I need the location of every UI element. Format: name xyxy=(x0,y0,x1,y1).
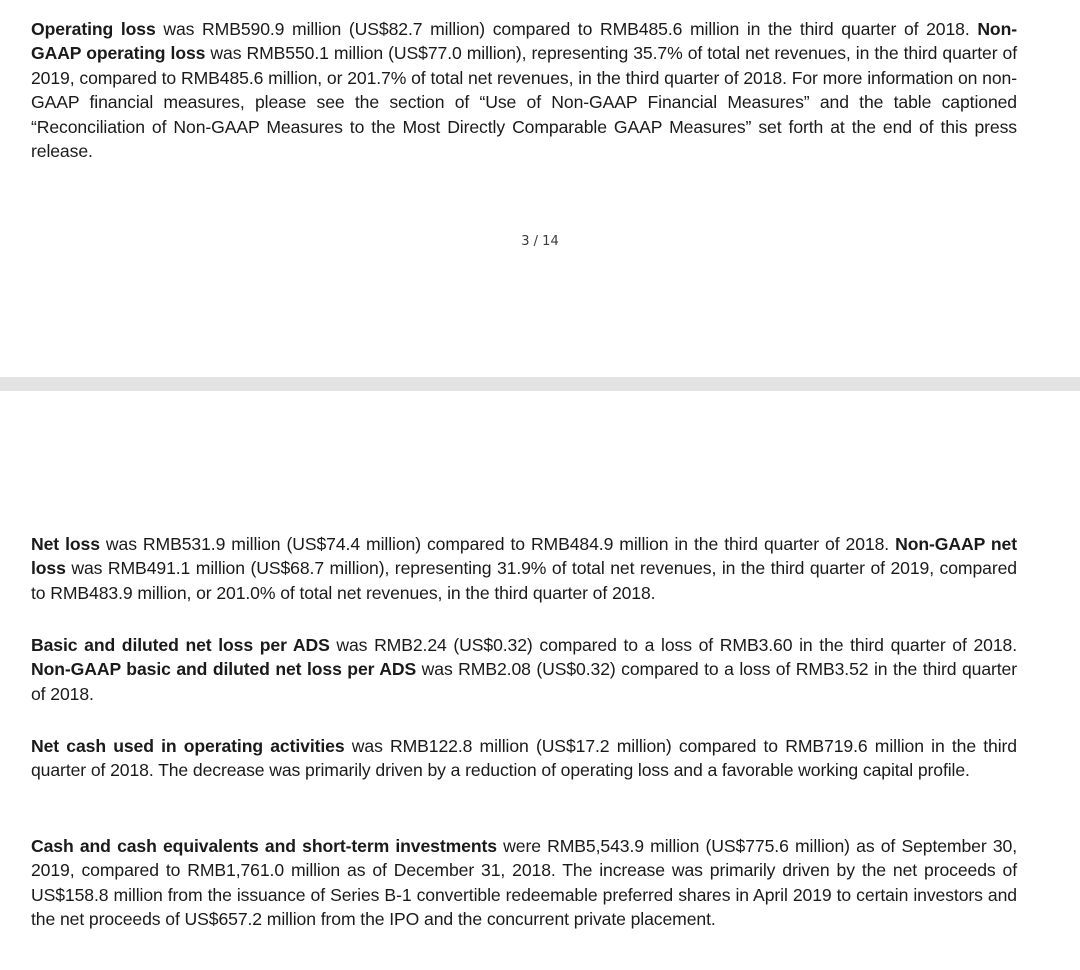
paragraph-text: was RMB590.9 million (US$82.7 million) compared to RMB485.6 million in the third quarter of 2018. xyxy=(155,19,978,39)
paragraph-text: was RMB550.1 million (US$77.0 million), representing 35.7% of total net revenues, in the third quarter of 2019, compared to RMB485.6 million, or 201.7% of total net revenues, in the third quarter of 2018. For more information on non-GAAP financial measures, please see the section of “Use of Non-GAAP Financial Measures” and the table captioned “Reconciliation of Non-GAAP Measures to the Most Directly Comparable GAAP Measures” set forth at the end of this press release. xyxy=(31,43,1018,162)
bold-term-non-gaap-net-loss: Non-GAAP net loss xyxy=(31,534,1018,579)
paragraph-net-cash-operating xyxy=(31,734,1017,783)
bold-term-non-gaap-operating-loss: Non-GAAP operating loss xyxy=(31,19,1017,64)
paragraph-text: was RMB122.8 million (US$17.2 million) compared to RMB719.6 million in the third quarter of 2018. The decrease was primarily driven by a reduction of operating loss and a favorable working capital profile. xyxy=(31,736,1017,781)
bold-term-net-loss-per-ads: Basic and diluted net loss per ADS xyxy=(31,635,330,655)
paragraph-text: was RMB2.24 (US$0.32) compared to a loss of RMB3.60 in the third quarter of 2018. xyxy=(329,635,1017,655)
bold-term-non-gaap-net-loss-per-ads: Non-GAAP basic and diluted net loss per ADS xyxy=(31,659,417,680)
page-number: 3 / 14 xyxy=(521,234,559,249)
paragraph-net-loss-per-ads xyxy=(31,633,1017,706)
paragraph-operating-loss xyxy=(31,17,1017,163)
paragraph-text: was RMB491.1 million (US$68.7 million), representing 31.9% of total net revenues, in the third quarter of 2019, compared to RMB483.9 million, or 201.0% of total net revenues, in the third quarter of 2018. xyxy=(31,558,1017,603)
paragraph-cash-equivalents xyxy=(31,834,1017,932)
bold-term-operating-loss: Operating loss xyxy=(31,19,156,39)
bold-term-cash-equivalents: Cash and cash equivalents and short-term investments xyxy=(31,836,497,856)
document-page-4 xyxy=(0,391,1080,970)
paragraph-net-loss xyxy=(31,532,1017,605)
paragraph-text: were RMB5,543.9 million (US$775.6 million) as of September 30, 2019, compared to RMB1,761.0 million as of December 31, 2018. The increase was primarily driven by the net proceeds of US$158.8 million from the issuance of Series B-1 convertible redeemable preferred shares in April 2019 to certain investors and the net proceeds of US$657.2 million from the IPO and the concurrent private placement. xyxy=(31,836,1017,930)
paragraph-text: was RMB2.08 (US$0.32) compared to a loss of RMB3.52 in the third quarter of 2018. xyxy=(31,659,1018,704)
bold-term-net-loss: Net loss xyxy=(31,534,100,554)
document-page-3 xyxy=(0,0,1080,377)
bold-term-net-cash-operating: Net cash used in operating activities xyxy=(31,736,345,756)
page-separator xyxy=(0,377,1080,391)
paragraph-text: was RMB531.9 million (US$74.4 million) compared to RMB484.9 million in the third quarter of 2018. xyxy=(99,534,896,554)
